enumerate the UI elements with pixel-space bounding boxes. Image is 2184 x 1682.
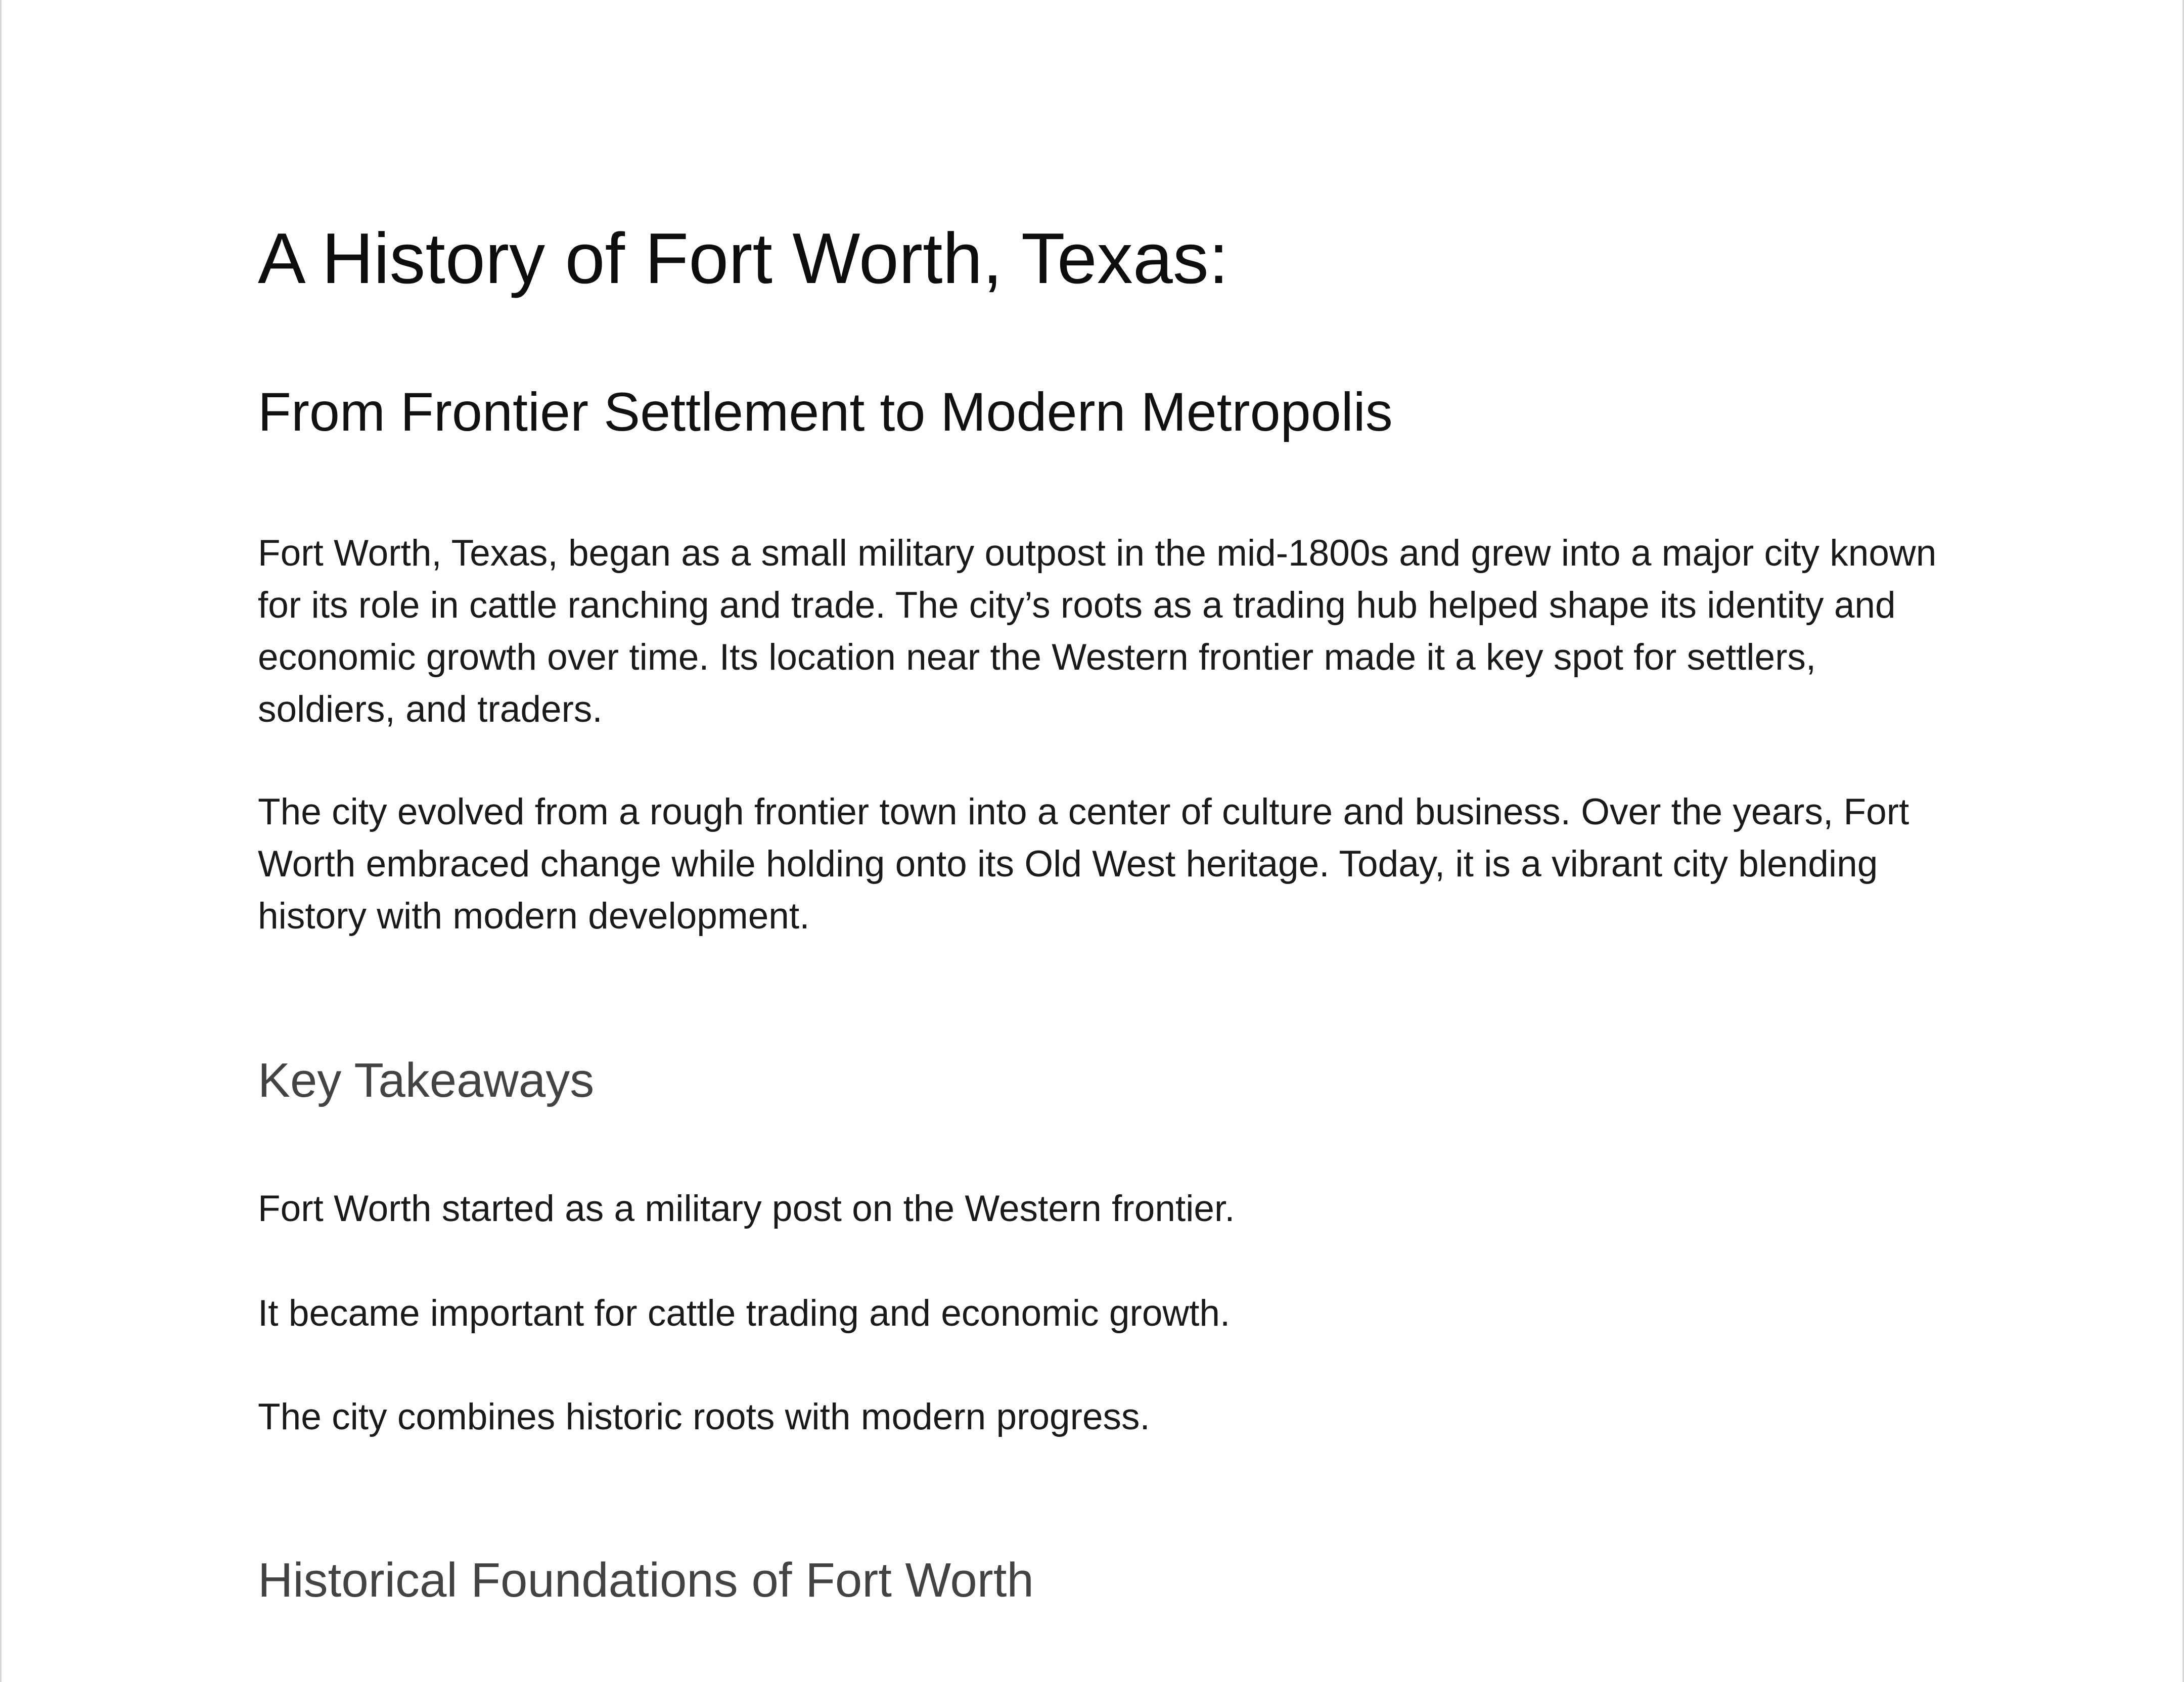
key-takeaways-heading: Key Takeaways: [258, 1053, 595, 1107]
evolution-paragraph: The city evolved from a rough frontier town into a center of culture and business. Over the years, Fort Worth embraced change while holding onto its Old West heritage. Today, it is a vibrant city blending history with modern development.: [258, 791, 1909, 937]
document-subtitle: From Frontier Settlement to Modern Metropolis: [258, 381, 1393, 442]
historical-foundations-heading: Historical Foundations of Fort Worth: [258, 1553, 1034, 1607]
takeaway-item: The city combines historic roots with modern progress.: [258, 1396, 1150, 1437]
takeaway-item: Fort Worth started as a military post on the Western frontier.: [258, 1188, 1235, 1229]
takeaway-item: It became important for cattle trading and economic growth.: [258, 1293, 1231, 1334]
document-title: A History of Fort Worth, Texas:: [258, 218, 1229, 299]
intro-paragraph: Fort Worth, Texas, began as a small military outpost in the mid-1800s and grew into a major city known for its role in cattle ranching and trade. The city’s roots as a trading hub helped shape its identity and economic growth over time. Its location near the Western frontier made it a key spot for settlers, soldiers, and traders.: [258, 533, 1937, 730]
